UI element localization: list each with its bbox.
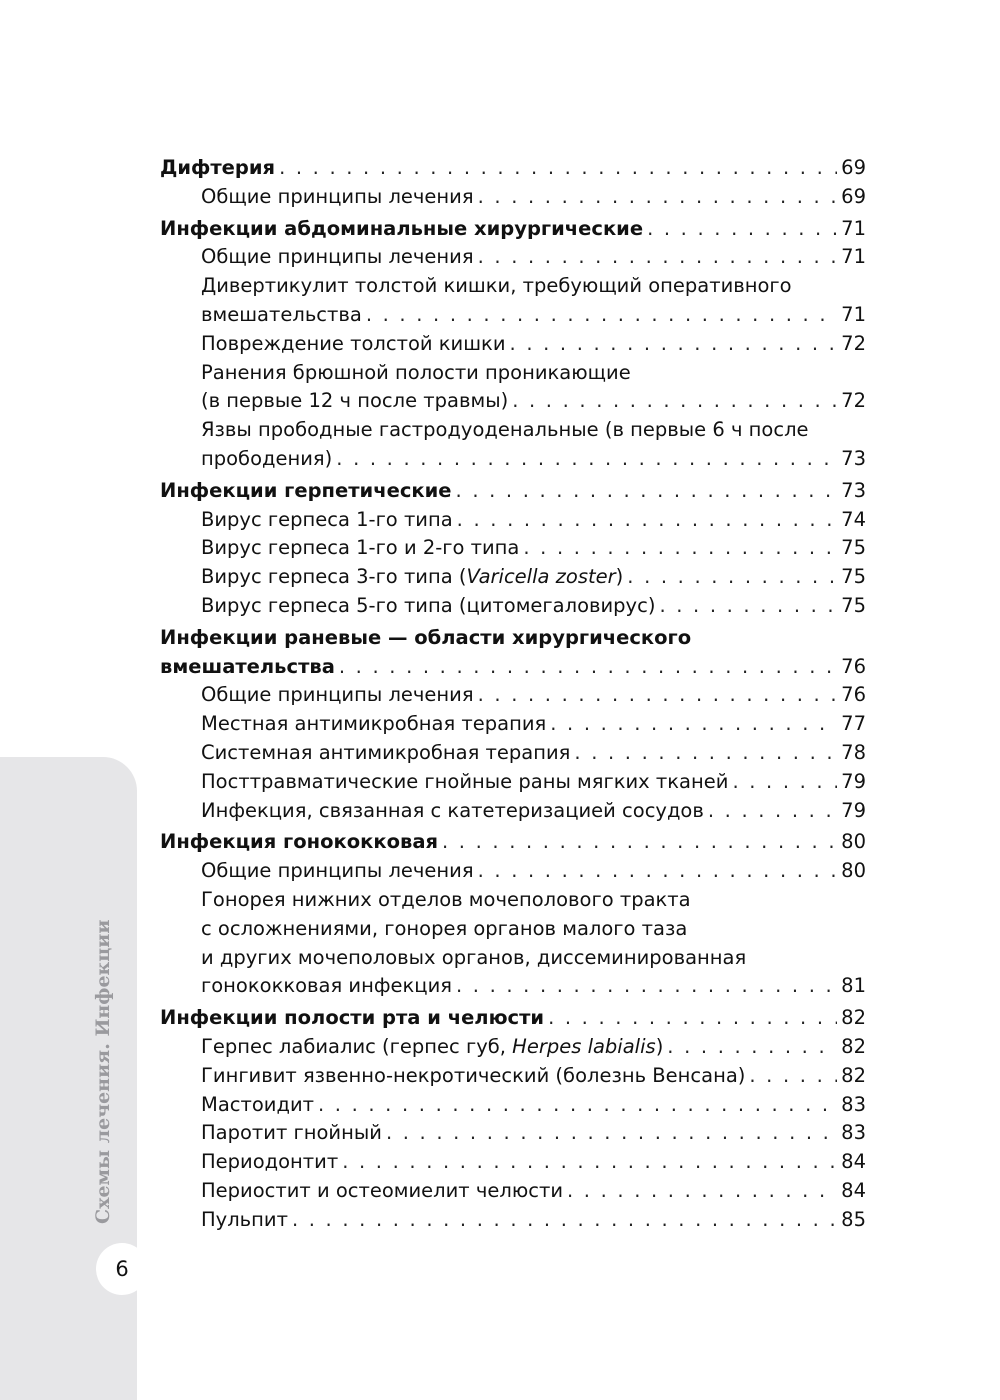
toc-page-number: 82 [841, 1063, 866, 1087]
toc-entry-text: Паротит гнойный [201, 1121, 382, 1145]
toc-entry-title [201, 445, 332, 474]
toc-entry-title [201, 243, 474, 272]
toc-page-number: 71 [841, 216, 866, 240]
toc-page-number: 71 [841, 302, 866, 326]
dot-leader [732, 768, 837, 797]
dot-leader [292, 1206, 837, 1235]
toc-entry-text: Повреждение толстой кишки [201, 331, 506, 355]
toc-subentry[interactable] [160, 1062, 866, 1091]
toc-page-number: 82 [841, 1006, 866, 1030]
dot-leader [342, 1148, 837, 1177]
toc-subentry[interactable] [160, 1119, 866, 1148]
dot-leader [567, 1177, 837, 1206]
toc-page-number: 84 [841, 1150, 866, 1174]
toc-page-number: 80 [841, 830, 866, 854]
toc-page-number: 75 [841, 593, 866, 617]
toc-entry-title [201, 1206, 288, 1235]
toc-subentry[interactable] [160, 272, 866, 330]
toc-page-number: 78 [841, 740, 866, 764]
toc-entry-line: Инфекции раневые — области хирургического [160, 625, 692, 649]
toc-page-number: 71 [841, 245, 866, 269]
toc-entry-title [201, 768, 728, 797]
toc-entry-text: вмешательства [160, 654, 335, 678]
toc-entry-text: Инфекции герпетические [160, 478, 452, 502]
toc-entry-title [201, 1091, 314, 1120]
dot-leader [442, 828, 837, 857]
toc-entry-title [160, 828, 438, 857]
toc-entry-title [201, 330, 506, 359]
toc-page-number: 81 [841, 974, 866, 998]
toc-entry-title [160, 1004, 544, 1033]
toc-entry-title [201, 1148, 338, 1177]
toc-entry-text: Мастоидит [201, 1092, 314, 1116]
toc-subentry[interactable] [160, 563, 866, 592]
toc-page-number: 72 [841, 389, 866, 413]
toc-entry-title [201, 183, 474, 212]
toc-page-number: 85 [841, 1207, 866, 1231]
toc-entry-text: Пульпит [201, 1207, 288, 1231]
toc-subentry[interactable] [160, 243, 866, 272]
dot-leader [550, 710, 837, 739]
dot-leader [574, 739, 837, 768]
dot-leader [647, 215, 837, 244]
toc-entry-text: прободения) [201, 446, 333, 470]
dot-leader [336, 445, 837, 474]
toc-page-number: 74 [841, 507, 866, 531]
toc-page-number: 79 [841, 769, 866, 793]
toc-page-number: 75 [841, 565, 866, 589]
toc-page-number: 76 [841, 683, 866, 707]
table-of-contents [160, 154, 866, 1234]
toc-entry-line: Ранения брюшной полости проникающие [201, 360, 631, 384]
toc-entry-title [201, 797, 704, 826]
toc-entry-line: с осложнениями, гонорея органов малого таза [201, 916, 688, 940]
toc-entry-title [201, 1062, 745, 1091]
toc-subentry[interactable] [160, 710, 866, 739]
toc-subentry[interactable] [160, 359, 866, 417]
toc-page-number: 69 [841, 184, 866, 208]
toc-subentry[interactable] [160, 183, 866, 212]
toc-entry-text: Инфекции абдоминальные хирургические [160, 216, 644, 240]
dot-leader [456, 972, 837, 1001]
dot-leader [659, 592, 837, 621]
toc-page-number: 83 [841, 1092, 866, 1116]
toc-page-number: 75 [841, 536, 866, 560]
toc-page-number: 82 [841, 1034, 866, 1058]
toc-entry-text: ) [615, 565, 624, 589]
toc-page-number: 79 [841, 798, 866, 822]
toc-entry-title [201, 972, 452, 1001]
toc-entry-title [201, 1177, 563, 1206]
toc-page-number: 83 [841, 1121, 866, 1145]
toc-entry-title [201, 506, 453, 535]
toc-entry-italic-text: Herpes labialis [512, 1034, 656, 1058]
toc-entry-title [201, 387, 508, 416]
toc-entry-text: Герпес лабиалис (герпес губ, [201, 1034, 513, 1058]
toc-subentry[interactable] [160, 1177, 866, 1206]
toc-entry-title [201, 1033, 663, 1062]
toc-entry-line: Язвы прободные гастродуоденальные (в первые 6 ч после [201, 418, 809, 442]
toc-subentry[interactable] [160, 768, 866, 797]
toc-entry-text: Инфекция, связанная с катетеризацией сосудов [201, 798, 704, 822]
toc-entry-title [201, 681, 474, 710]
toc-entry-title [201, 534, 519, 563]
toc-entry-text: (в первые 12 ч после травмы) [201, 389, 509, 413]
page-number: 6 [96, 1243, 148, 1295]
toc-page-number: 77 [841, 712, 866, 736]
dot-leader [523, 534, 837, 563]
toc-entry-text: вмешательства [201, 302, 362, 326]
toc-subentry[interactable] [160, 506, 866, 535]
toc-entry-title [201, 592, 655, 621]
toc-subentry[interactable] [160, 1206, 866, 1235]
toc-entry-title [201, 563, 623, 592]
toc-page-number: 76 [841, 654, 866, 678]
toc-entry-text: Периостит и остеомиелит челюсти [201, 1178, 563, 1202]
dot-leader [478, 681, 838, 710]
toc-entry-italic-text: Varicella zoster [466, 565, 616, 589]
dot-leader [512, 387, 837, 416]
toc-entry-text: Вирус герпеса 3-го типа ( [201, 565, 467, 589]
toc-entry-text: Общие принципы лечения [201, 184, 474, 208]
toc-subentry[interactable] [160, 886, 866, 1001]
toc-entry-text: Системная антимикробная терапия [201, 740, 571, 764]
dot-leader [510, 330, 838, 359]
toc-entry-text: Дифтерия [160, 156, 276, 179]
toc-entry-text: Периодонтит [201, 1150, 339, 1174]
dot-leader [478, 857, 838, 886]
toc-entry-text: Гингивит язвенно-некротический (болезнь Венсана) [201, 1063, 746, 1087]
toc-entry-title [201, 1119, 382, 1148]
toc-entry-title [201, 739, 570, 768]
toc-entry-text: Вирус герпеса 1-го типа [201, 507, 453, 531]
dot-leader [478, 183, 838, 212]
dot-leader [386, 1119, 837, 1148]
toc-heading[interactable] [160, 154, 866, 183]
toc-entry-text: Посттравматические гнойные раны мягких тканей [201, 769, 729, 793]
toc-heading[interactable] [160, 828, 866, 857]
toc-entry-text: Вирус герпеса 5-го типа (цитомегаловирус) [201, 593, 656, 617]
toc-entry-text: Общие принципы лечения [201, 683, 474, 707]
toc-entry-text: Общие принципы лечения [201, 245, 474, 269]
toc-entry-text: Вирус герпеса 1-го и 2-го типа [201, 536, 520, 560]
toc-entry-text: гонококковая инфекция [201, 974, 452, 998]
toc-entry-title [201, 301, 362, 330]
toc-subentry[interactable] [160, 1033, 866, 1062]
toc-page-number: 84 [841, 1178, 866, 1202]
toc-heading[interactable] [160, 1004, 866, 1033]
toc-entry-title [201, 857, 474, 886]
toc-subentry[interactable] [160, 739, 866, 768]
toc-page-number: 73 [841, 478, 866, 502]
dot-leader [456, 477, 838, 506]
toc-entry-text: ) [655, 1034, 664, 1058]
toc-page-number: 72 [841, 331, 866, 355]
toc-subentry[interactable] [160, 1091, 866, 1120]
dot-leader [339, 653, 837, 682]
toc-entry-line: и других мочеполовых органов, диссеминированная [201, 945, 747, 969]
toc-subentry[interactable] [160, 857, 866, 886]
dot-leader [627, 563, 837, 592]
toc-entry-title [160, 477, 452, 506]
toc-subentry[interactable] [160, 330, 866, 359]
toc-subentry[interactable] [160, 797, 866, 826]
toc-heading[interactable] [160, 215, 866, 244]
side-tab [0, 757, 137, 1400]
dot-leader [708, 797, 837, 826]
toc-entry-title [160, 215, 643, 244]
toc-subentry[interactable] [160, 681, 866, 710]
toc-subentry[interactable] [160, 1148, 866, 1177]
dot-leader [318, 1091, 837, 1120]
dot-leader [548, 1004, 837, 1033]
dot-leader [457, 506, 838, 535]
dot-leader [279, 154, 837, 183]
toc-heading[interactable] [160, 477, 866, 506]
toc-entry-title [160, 653, 335, 682]
toc-entry-line: Дивертикулит толстой кишки, требующий оперативного [201, 274, 792, 298]
toc-page-number: 73 [841, 446, 866, 470]
toc-entry-text: Местная антимикробная терапия [201, 712, 547, 736]
toc-heading[interactable] [160, 624, 866, 682]
toc-entry-title [201, 710, 546, 739]
toc-subentry[interactable] [160, 534, 866, 563]
toc-entry-text: Инфекции полости рта и челюсти [160, 1006, 545, 1030]
dot-leader [749, 1062, 837, 1091]
toc-page-number: 80 [841, 859, 866, 883]
running-title: Схемы лечения. Инфекции [92, 919, 114, 1224]
toc-page-number: 69 [841, 156, 866, 179]
toc-subentry[interactable] [160, 416, 866, 474]
toc-entry-line: Гонорея нижних отделов мочеполового тракта [201, 887, 691, 911]
toc-entry-text: Общие принципы лечения [201, 859, 474, 883]
toc-subentry[interactable] [160, 592, 866, 621]
dot-leader [478, 243, 838, 272]
dot-leader [366, 301, 837, 330]
dot-leader [667, 1033, 837, 1062]
toc-entry-text: Инфекция гонококковая [160, 830, 438, 854]
toc-entry-title [160, 154, 275, 183]
